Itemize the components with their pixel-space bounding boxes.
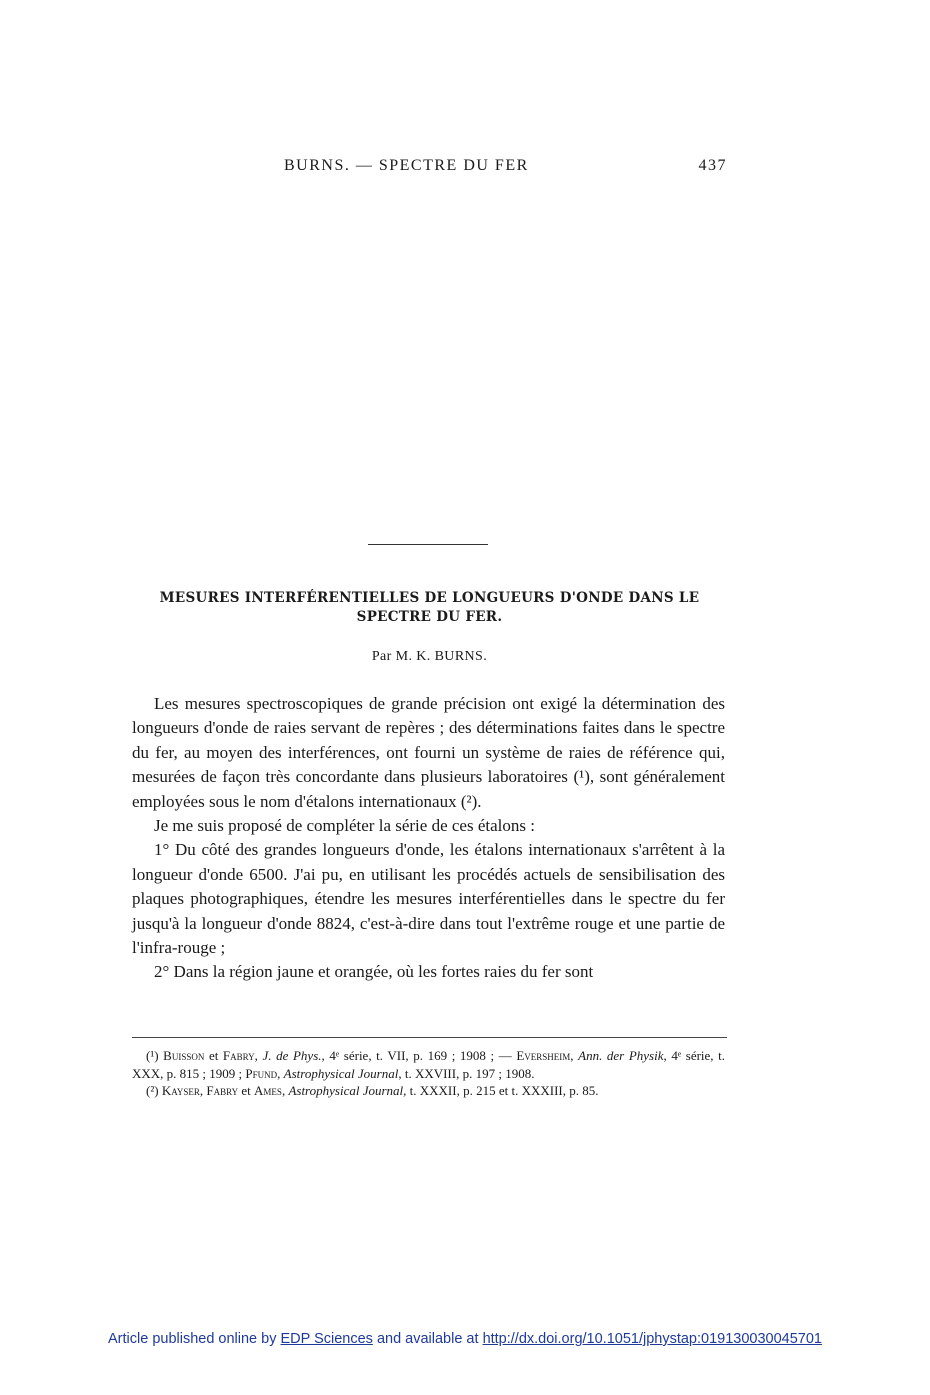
footnote-1-ref-a: , 4ᵉ série, t. VII, p. 169 ; 1908 ; — <box>321 1048 517 1063</box>
footer-middle: and available at <box>372 1331 483 1347</box>
paragraph-1 <box>132 692 725 814</box>
footnote-1-sep-c: , <box>277 1065 284 1081</box>
footnote-1-journal-c: Astrophysical Journal <box>283 1065 399 1081</box>
footnote-1-author-fabry: Fabry <box>222 1048 255 1063</box>
footnote-ref-2: (²) <box>460 791 478 811</box>
footnote-1-ref-c: , t. XXVIII, p. 197 ; 1908. <box>398 1065 535 1081</box>
footnote-2-author-fabry: Fabry <box>206 1083 239 1099</box>
footnote-1-sep-b: , <box>570 1048 579 1063</box>
paragraph-1-text-a: Les mesures spectroscopiques de grande précision ont exigé la détermination des longueurs d'onde de raies servant de repères ; des déterminations faites dans le spectre du fer, au moyen des interférences, ont fourni un système de raies de référence qui, mesurées de façon très concordante dans plusieurs laboratoires <box>132 694 725 787</box>
section-divider <box>368 544 488 545</box>
footnote-1-author-eversheim: Eversheim <box>516 1048 571 1063</box>
footnote-1-et: et <box>204 1048 223 1063</box>
running-title: BURNS. — SPECTRE DU FER <box>284 157 529 174</box>
footnote-2-journal: Astrophysical Journal <box>288 1083 404 1099</box>
paragraph-4: 2° Dans la région jaune et orangée, où les fortes raies du fer sont <box>154 962 594 982</box>
doi-link[interactable]: http://dx.doi.org/10.1051/jphystap:019130030045701 <box>482 1331 822 1347</box>
publisher-link[interactable]: EDP Sciences <box>280 1331 373 1347</box>
footnote-2-ref: , t. XXXII, p. 215 et t. XXXIII, p. 85. <box>403 1083 599 1099</box>
paragraph-1-text-c: . <box>477 791 482 811</box>
paragraph-1-text-b: , sont généralement employées sous le nom d'étalons internationaux <box>132 767 725 811</box>
footnote-2-et: et <box>238 1083 255 1099</box>
footnote-1-journal-b: Ann. der Physik <box>578 1048 664 1063</box>
footnote-1 <box>132 1047 725 1082</box>
footnote-1-author-pfund: Pfund <box>245 1065 278 1081</box>
footnote-ref-1: (¹) <box>573 767 590 787</box>
running-header <box>132 157 727 179</box>
paragraph-3: 1° Du côté des grandes longueurs d'onde, les étalons internationaux s'arrêtent à la longueur d'onde 6500. J'ai pu, en utilisant les procédés actuels de sensibilisation des plaques photographiques, étendre les mesures interférentielles dans le spectre du fer jusqu'à la longueur d'onde 8824, c'est-à-dire dans tout l'extrême rouge et une partie de l'infra-rouge ; <box>132 840 725 958</box>
article-title: MESURES INTERFÉRENTIELLES DE LONGUEURS D'ONDE DANS LE SPECTRE DU FER. <box>159 590 700 625</box>
body-text <box>132 692 725 985</box>
footnote-2 <box>132 1082 725 1100</box>
footnote-2-author-kayser: Kayser <box>161 1083 200 1099</box>
footnote-2-mark: (²) <box>146 1083 159 1099</box>
footer-prefix: Article published online by <box>108 1331 281 1347</box>
paragraph-2: Je me suis proposé de compléter la série de ces étalons : <box>154 816 535 836</box>
page-number: 437 <box>698 157 727 174</box>
footnotes <box>132 1047 725 1100</box>
footnote-2-sep-1: , <box>199 1083 207 1099</box>
footnote-1-journal-a: J. de Phys. <box>262 1048 322 1063</box>
footnote-1-mark: (¹) <box>146 1048 159 1063</box>
footnote-2-sep-2: , <box>281 1083 289 1099</box>
footnote-1-ref-b: , 4ᵉ série, t. XXX, p. 815 ; 1909 ; <box>132 1048 725 1081</box>
footnote-divider <box>132 1037 727 1038</box>
publication-footer <box>0 1331 930 1347</box>
footnote-1-author-buisson: Buisson <box>163 1048 205 1063</box>
footnote-1-sep-a: , <box>254 1048 263 1063</box>
byline: Par M. K. BURNS. <box>371 649 488 664</box>
footnote-2-author-ames: Ames <box>254 1083 282 1099</box>
